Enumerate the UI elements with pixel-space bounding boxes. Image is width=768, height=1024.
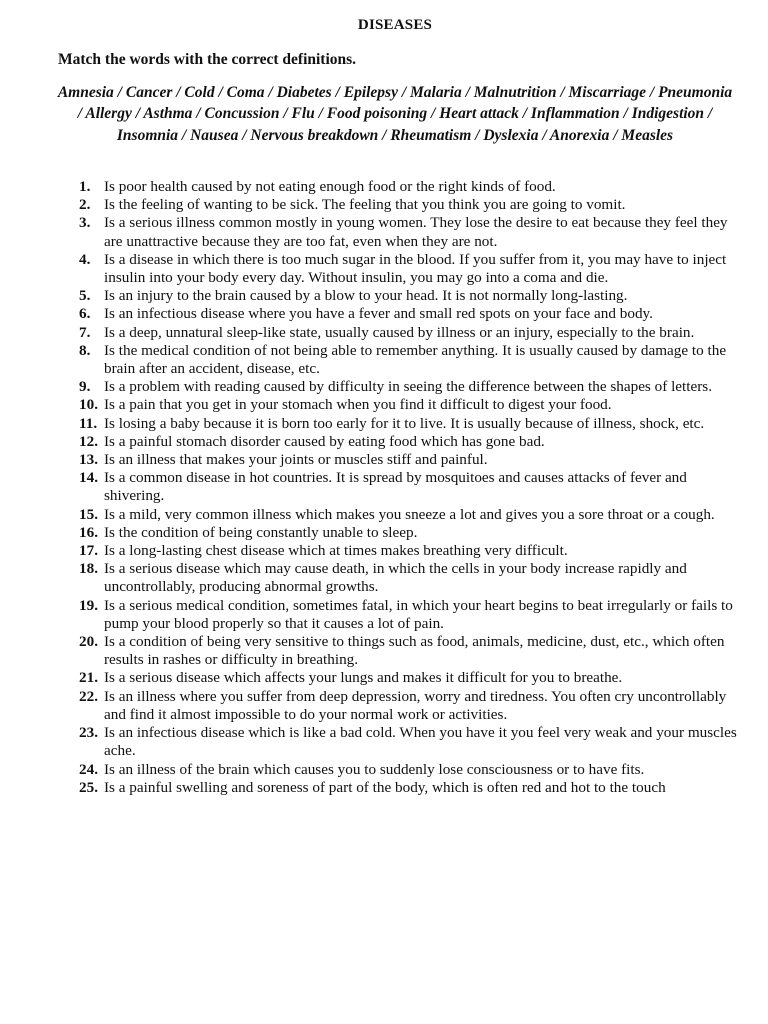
definition-item (79, 669, 739, 687)
definition-text: Is a common disease in hot countries. It is spread by mosquitoes and causes attacks of fever and shivering. (104, 469, 687, 505)
item-number: 8. (79, 341, 91, 359)
item-number: 13. (79, 451, 98, 469)
definition-text: Is an injury to the brain caused by a blow to your head. It is not normally long-lasting. (104, 287, 628, 305)
definition-item (79, 433, 739, 451)
definition-item (79, 633, 739, 669)
item-number: 1. (79, 178, 91, 195)
item-number: 10. (79, 396, 98, 414)
definition-item (79, 415, 739, 433)
item-number: 25. (79, 778, 98, 796)
definition-text: Is a mild, very common illness which makes you sneeze a lot and gives you a sore throat or a cough. (104, 505, 715, 523)
item-number: 9. (79, 378, 91, 396)
definition-text: Is a disease in which there is too much sugar in the blood. If you suffer from it, you may have to inject insulin into your body every day. Without insulin, you may go into a coma and die. (104, 250, 727, 287)
definition-text: Is losing a baby because it is born too early for it to live. It is usually because of illness, shock, etc. (104, 414, 705, 432)
definition-item (79, 251, 739, 287)
definition-item (79, 779, 739, 797)
definition-item (79, 178, 739, 196)
word-bank: Amnesia / Cancer / Cold / Coma / Diabetes / Epilepsy / Malaria / Malnutrition / Miscarriage / Pneumonia / Allergy / Asthma / Concussion / Flu / Food poisoning / Heart attack / Inflammation / Indigestion / Insomnia / Nausea / Nervous breakdown / Rheumatism / Dyslexia / Anorexia / Measles (57, 84, 733, 144)
definition-text: Is a condition of being very sensitive to things such as food, animals, medicine, dust, etc., which often results in rashes or difficulty in breathing. (104, 633, 725, 669)
definition-item (79, 451, 739, 469)
definition-text: Is a painful swelling and soreness of part of the body, which is often red and hot to the touch (104, 778, 666, 796)
item-number: 24. (79, 760, 98, 778)
definition-text: Is a serious medical condition, sometimes fatal, in which your heart begins to beat irregularly or fails to pump your blood properly so that it causes a lot of pain. (104, 596, 733, 632)
definition-text: Is a serious disease which may cause death, in which the cells in your body increase rapidly and uncontrollably, producing abnormal growths. (104, 560, 687, 596)
item-number: 7. (79, 323, 91, 341)
item-number: 22. (79, 687, 98, 705)
definition-item (79, 214, 739, 250)
item-number: 18. (79, 560, 98, 578)
item-number: 23. (79, 724, 98, 742)
definition-item (79, 305, 739, 323)
item-number: 11. (79, 414, 98, 432)
definition-item (79, 378, 739, 396)
item-number: 14. (79, 469, 98, 487)
definition-text: Is a deep, unnatural sleep-like state, usually caused by illness or an injury, especially to the brain. (104, 323, 695, 341)
definition-text: Is poor health caused by not eating enough food or the right kinds of food. (104, 178, 556, 195)
item-number: 5. (79, 287, 91, 305)
definition-text: Is an illness where you suffer from deep depression, worry and tiredness. You often cry uncontrollably and find it almost impossible to do your normal work or activities. (104, 687, 727, 723)
definition-text: Is a long-lasting chest disease which at times makes breathing very difficult. (104, 542, 568, 560)
definition-item (79, 560, 739, 596)
definition-item (79, 597, 739, 633)
definition-item (79, 688, 739, 724)
definition-text: Is a problem with reading caused by difficulty in seeing the difference between the shapes of letters. (104, 378, 712, 396)
definition-text: Is a pain that you get in your stomach when you find it difficult to digest your food. (104, 396, 612, 414)
item-number: 4. (79, 250, 91, 268)
definition-item (79, 196, 739, 214)
definitions-list (79, 178, 739, 797)
item-number: 21. (79, 669, 98, 687)
definition-text: Is the medical condition of not being able to remember anything. It is usually caused by damage to the brain after an accident, disease, etc. (104, 341, 727, 378)
item-number: 19. (79, 596, 98, 614)
definition-item (79, 542, 739, 560)
item-number: 20. (79, 633, 98, 651)
definition-item (79, 396, 739, 414)
definition-text: Is an infectious disease where you have a fever and small red spots on your face and body. (104, 305, 653, 323)
definition-text: Is an illness that makes your joints or muscles stiff and painful. (104, 451, 488, 469)
item-number: 2. (79, 196, 91, 214)
definition-text: Is the condition of being constantly unable to sleep. (104, 523, 418, 541)
item-number: 12. (79, 432, 98, 450)
definition-text: Is the feeling of wanting to be sick. The feeling that you think you are going to vomit. (104, 196, 626, 214)
definition-text: Is a serious illness common mostly in young women. They lose the desire to eat because they feel they are unattractive because they are too fat, even when they are not. (104, 214, 728, 250)
item-number: 17. (79, 542, 98, 560)
item-number: 6. (79, 305, 91, 323)
item-number: 3. (79, 214, 91, 232)
page-title: DISEASES (357, 17, 433, 33)
definition-text: Is an infectious disease which is like a bad cold. When you have it you feel very weak and your muscles ache. (104, 724, 737, 760)
definition-item (79, 342, 739, 378)
definition-text: Is a serious disease which affects your lungs and makes it difficult for you to breathe. (104, 669, 623, 687)
definition-item (79, 524, 739, 542)
definition-item (79, 761, 739, 779)
definition-text: Is an illness of the brain which causes you to suddenly lose consciousness or to have fits. (104, 760, 645, 778)
definition-item (79, 287, 739, 305)
instruction-text: Match the words with the correct definitions. (58, 51, 357, 68)
item-number: 15. (79, 505, 98, 523)
item-number: 16. (79, 523, 98, 541)
definition-text: Is a painful stomach disorder caused by eating food which has gone bad. (104, 432, 545, 450)
definition-item (79, 724, 739, 760)
definition-item (79, 506, 739, 524)
definition-item (79, 469, 739, 505)
definition-item (79, 324, 739, 342)
